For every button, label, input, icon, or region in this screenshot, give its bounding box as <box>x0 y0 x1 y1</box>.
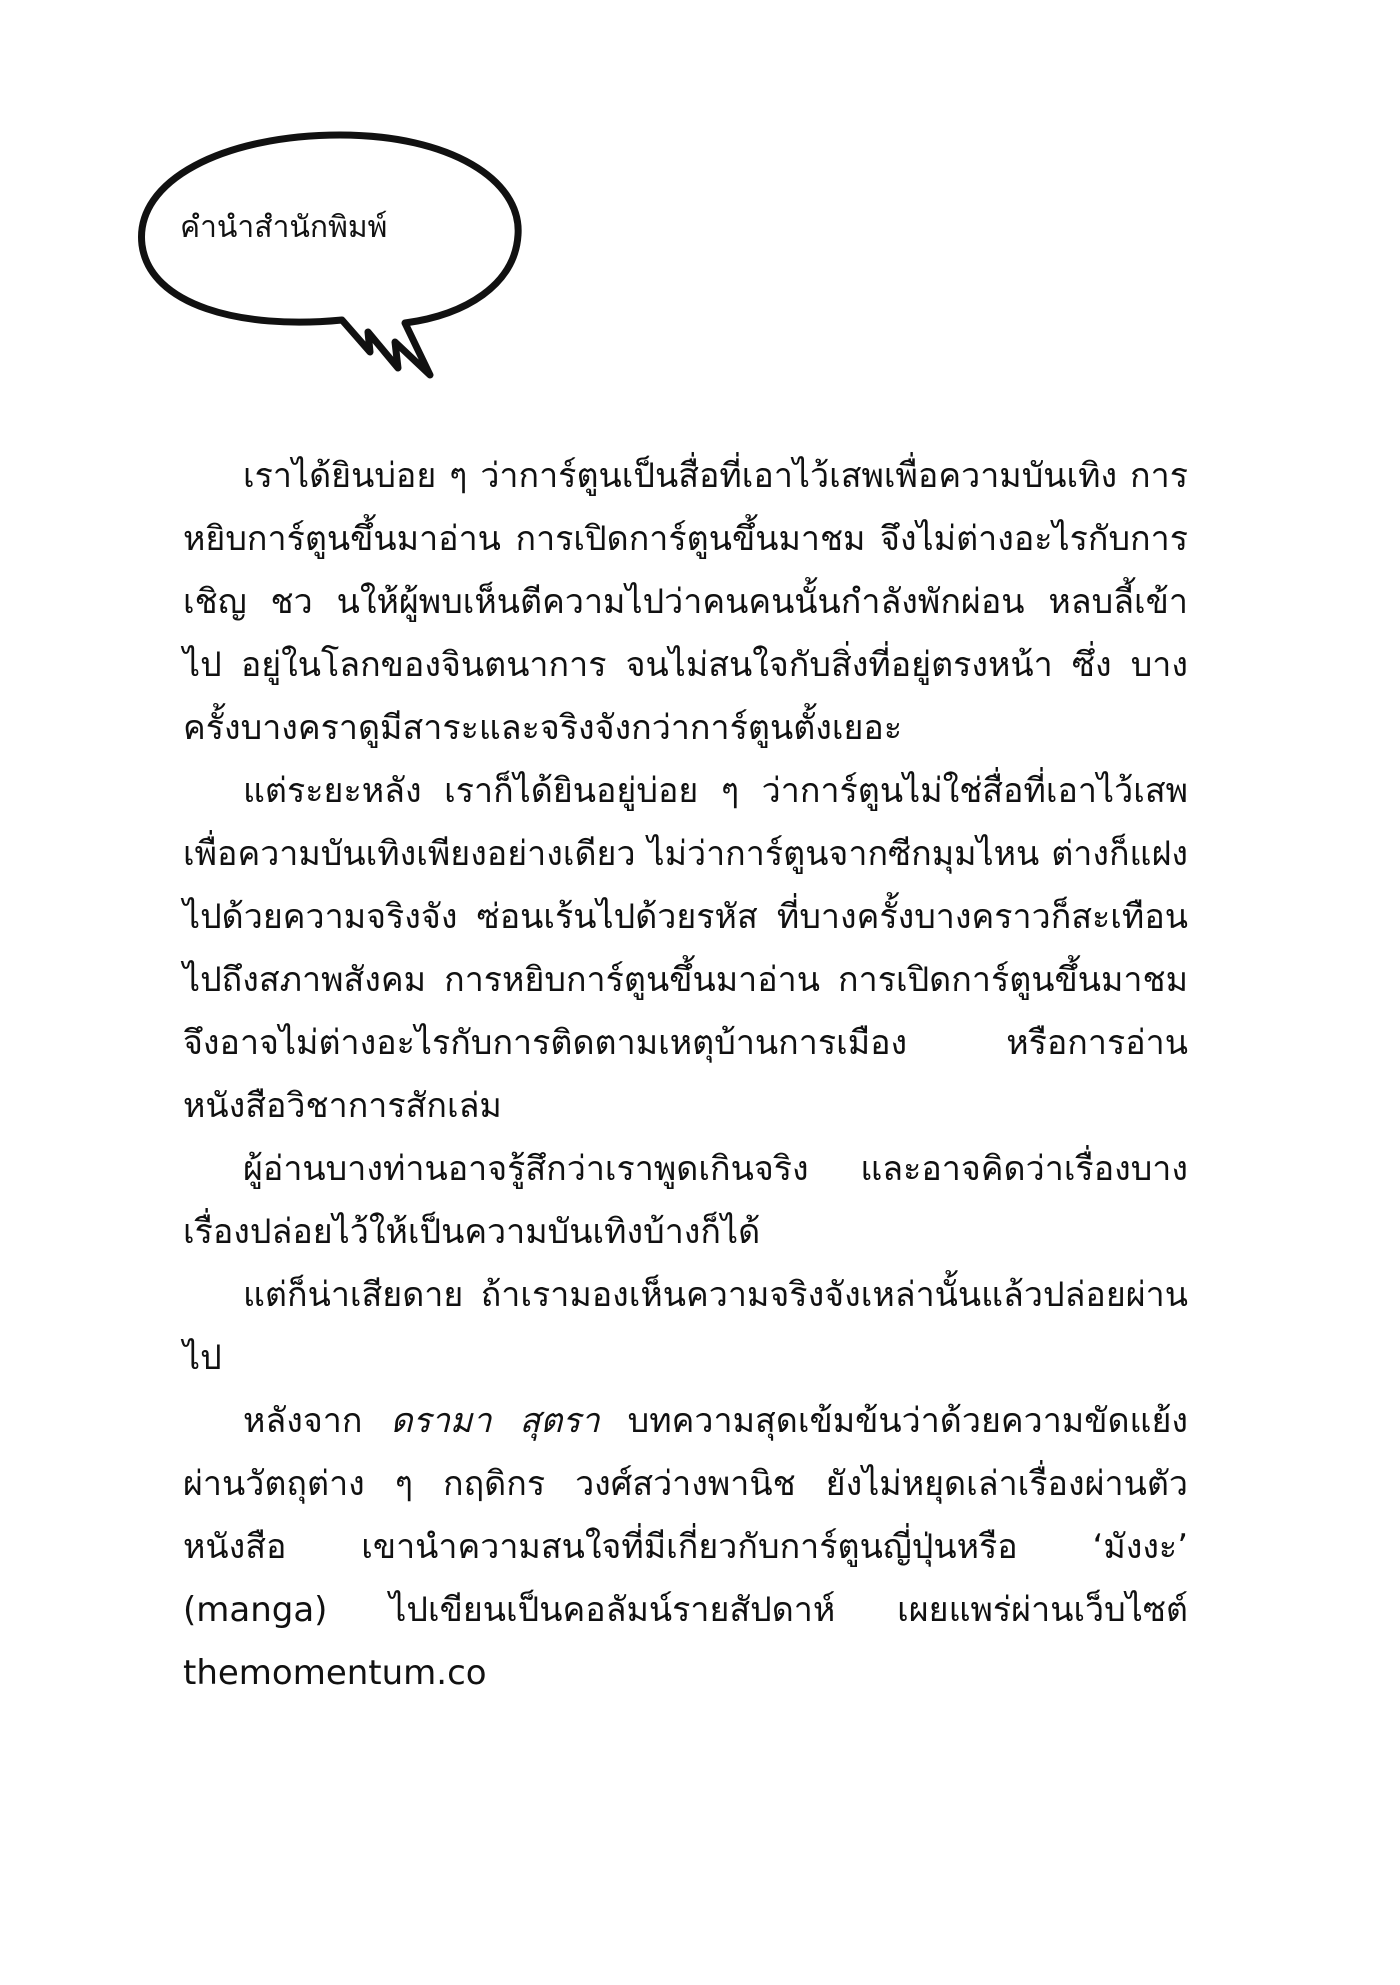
paragraph-5-lead: หลังจาก <box>243 1401 391 1441</box>
bubble-title: คำนำสำนักพิมพ์ <box>180 210 388 245</box>
paragraph-1: เราได้ยินบ่อย ๆ ว่าการ์ตูนเป็นสื่อที่เอาไว้เสพเพื่อความบันเทิง การหยิบการ์ตูนขึ้นมาอ่าน การเปิดการ์ตูนขึ้นมาชม จึงไม่ต่างอะไรกับการเชิญ ชว นให้ผู้พบเห็นตีความไปว่าคนคนนั้นกำลังพักผ่อน หลบลี้เข้า ไป อยู่ในโลกของจินตนาการ จนไม่สนใจกับสิ่งที่อยู่ตรงหน้า ซึ่ง บางครั้งบางคราดูมีสาระและจริงจังกว่าการ์ตูนตั้งเยอะ <box>183 456 1188 748</box>
foreword-body <box>183 445 1188 1705</box>
paragraph-5 <box>183 1390 1188 1705</box>
paragraph-3: ผู้อ่านบางท่านอาจรู้สึกว่าเราพูดเกินจริง และอาจคิดว่าเรื่องบางเรื่องปล่อยไว้ให้เป็นความบันเทิงบ้างก็ได้ <box>183 1149 1188 1252</box>
speech-bubble <box>130 120 530 390</box>
speech-bubble-outline <box>130 120 530 390</box>
paragraph-4: แต่ก็น่าเสียดาย ถ้าเรามองเห็นความจริงจังเหล่านั้นแล้วปล่อยผ่านไป <box>183 1275 1188 1378</box>
paragraph-5-text: บทความสุดเข้มข้นว่าด้วยความขัดแย้งผ่านวัตถุต่าง ๆ กฤดิกร วงศ์สว่างพานิช ยังไม่หยุดเล่าเรื่องผ่านตัวหนังสือ เขานำความสนใจที่มีเกี่ยวกับการ์ตูนญี่ปุ่นหรือ ‘มังงะ’ (manga) ไปเขียนเป็นคอลัมน์รายสัปดาห์ เผยแพร่ผ่านเว็บไซต์ themomentum.co <box>183 1401 1188 1693</box>
book-title-italic: ดรามา สุตรา <box>390 1401 600 1441</box>
paragraph-2: แต่ระยะหลัง เราก็ได้ยินอยู่บ่อย ๆ ว่าการ์ตูนไม่ใช่สื่อที่เอาไว้เสพเพื่อความบันเทิงเพียงอย่างเดียว ไม่ว่าการ์ตูนจากซีกมุมไหน ต่างก็แฝงไปด้วยความจริงจัง ซ่อนเร้นไปด้วยรหัส ที่บางครั้งบางคราวก็สะเทือนไปถึงสภาพสังคม การหยิบการ์ตูนขึ้นมาอ่าน การเปิดการ์ตูนขึ้นมาชม จึงอาจไม่ต่างอะไรกับการติดตามเหตุบ้านการเมือง หรือการอ่านหนังสือวิชาการสักเล่ม <box>183 771 1188 1126</box>
